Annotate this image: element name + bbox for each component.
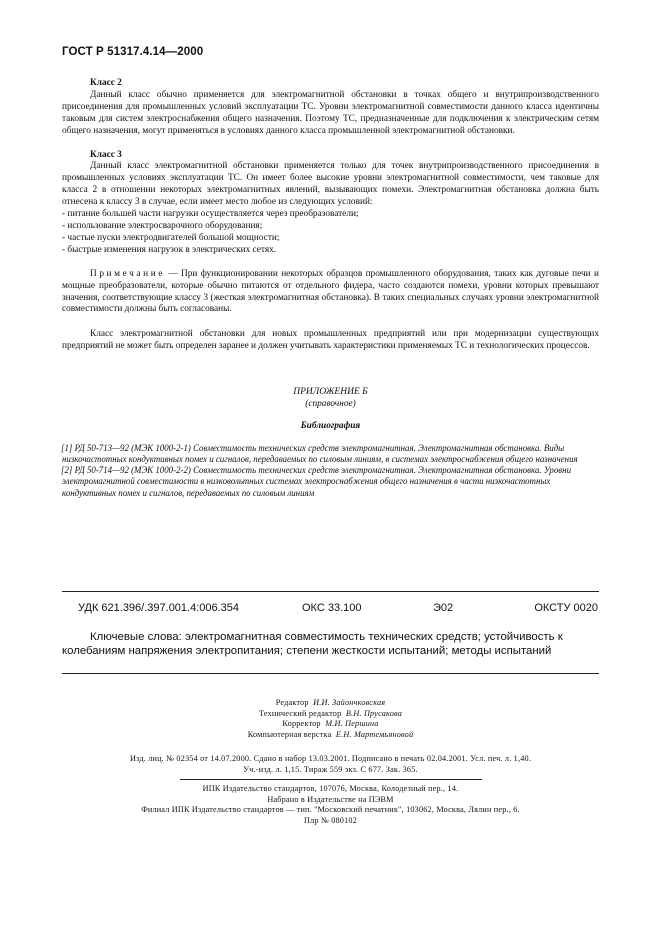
credit-editor: Редактор И.И. Зайончковская (275, 698, 386, 707)
credit-corrector: Корректор М.И. Першина (282, 719, 379, 729)
divider-top (62, 591, 599, 592)
publisher-block (0, 784, 661, 826)
credits-block (0, 698, 661, 740)
bibliography-list (62, 443, 599, 499)
list-item: - питание большей части нагрузки осуществляется через преобразователи; (62, 209, 359, 220)
class3-heading: Класс 3 (90, 149, 122, 160)
list-item: - использование электросварочного оборудования; (62, 220, 263, 231)
publisher-line: Плр № 080102 (304, 815, 357, 825)
class3-conditions-list (62, 209, 599, 257)
list-item: - частые пуски электродвигателей большой мощности; (62, 232, 280, 243)
bibliography-ref: [2] РД 50-714—92 (МЭК 1000-2-2) Совместимость технических средств электромагнитная. Электромагнитная обстановка. Уровни электромагнитной совместимости в низковольтных системах электроснабжения общего назначения в части низкочастотных кондуктивных помех и сигналов, передаваемых по силовым линиям (61, 465, 572, 498)
imprint-line: Изд. лиц. № 02354 от 14.07.2000. Сдано в набор 13.03.2001. Подписано в печать 02.04.2001. Усл. печ. л. 1,40. (129, 754, 532, 763)
class2-paragraph: Данный класс обычно применяется для электромагнитной обстановки в точках общего и внутрипроизводственного присоединения для промышленных условий эксплуатации ТС. Уровни электромагнитной совместимости данного класса идентичны таковым для систем электроснабжения общего назначения. Поэтому ТС, предназначенные для подключения к электрическим сетям общего назначения, могут применяться в условиях данного класса промышленной электромагнитной обстановки. (62, 89, 599, 136)
class3-paragraph: Данный класс электромагнитной обстановки применяется только для точек внутрипроизводственного присоединения в промышленных условиях эксплуатации ТС. Он имеет более высокие уровни электромагнитной совместимости, чем таковые для класса 2 в отношении некоторых электромагнитных явлений, вызывающих помехи. Электромагнитная обстановка должна быть отнесена к классу 3 в случае, если имеет место любое из следующих условий: (62, 161, 599, 208)
list-item: - быстрые изменения нагрузок в электрических сетях. (62, 244, 277, 255)
imprint-divider (180, 779, 482, 780)
okstu-code: ОКСТУ 0020 (534, 602, 598, 614)
publisher-line: Филиал ИПК Издательство стандартов — тип. "Московский печатник", 103062, Москва, Лялин пер., 6. (141, 805, 520, 815)
imprint-block (0, 754, 661, 775)
document-body (62, 78, 599, 499)
publisher-line: Набрано в Издательстве на ПЭВМ (267, 794, 394, 804)
class2-heading: Класс 2 (90, 78, 122, 88)
appendix-subtitle: (справочное) (305, 399, 356, 410)
credit-tech-editor: Технический редактор В.Н. Прусакова (258, 708, 402, 718)
bibliography-title: Библиография (300, 420, 361, 431)
note-text: — При функционировании некоторых образцов промышленного оборудования, таких как дуговые печи и мощные преобразователи, которые обычно питаются от отдельного фидера, часто создаются помехи, уровни которых превышают значения, соответствующие классу 3 (жесткая электромагнитная обстановка). В таких специальных случаях уровни электромагнитной совместимости должны быть согласованы. (62, 268, 599, 315)
bibliography-ref: [1] РД 50-713—92 (МЭК 1000-2-1) Совместимость технических средств электромагнитная. Электромагнитная обстановка. Виды низкочастотных кондуктивных помех и сигналов, передаваемых по силовым линиям, в системах электроснабжения общего назначения (61, 442, 578, 465)
closing-paragraph: Класс электромагнитной обстановки для новых промышленных предприятий или при модернизации существующих предприятий не может быть определен заранее и должен учитывать характеристики применяемых ТС и технологических процессов. (62, 329, 599, 352)
group-code: Э02 (433, 602, 454, 614)
standard-code-header: ГОСТ Р 51317.4.14—2000 (62, 46, 204, 58)
udk-code: УДК 621.396/.397.001.4:006.354 (78, 602, 240, 614)
keywords: Ключевые слова: электромагнитная совместимость технических средств; устойчивость к колебаниям напряжения электропитания; степени жесткости испытаний; методы испытаний (62, 631, 563, 658)
credit-layout: Компьютерная верстка Е.Н. Мартемьяновой (247, 729, 414, 739)
note-paragraph (62, 269, 599, 317)
note-label: Примечание (90, 268, 165, 279)
oks-code: ОКС 33.100 (302, 602, 362, 614)
divider-bottom (62, 673, 599, 674)
appendix-title: ПРИЛОЖЕНИЕ Б (293, 387, 368, 398)
imprint-line: Уч.-изд. л. 1,15. Тираж 559 экз. С 677. Зак. 365. (243, 764, 418, 774)
publisher-line: ИПК Издательство стандартов, 107076, Москва, Колодезный пер., 14. (202, 784, 459, 793)
